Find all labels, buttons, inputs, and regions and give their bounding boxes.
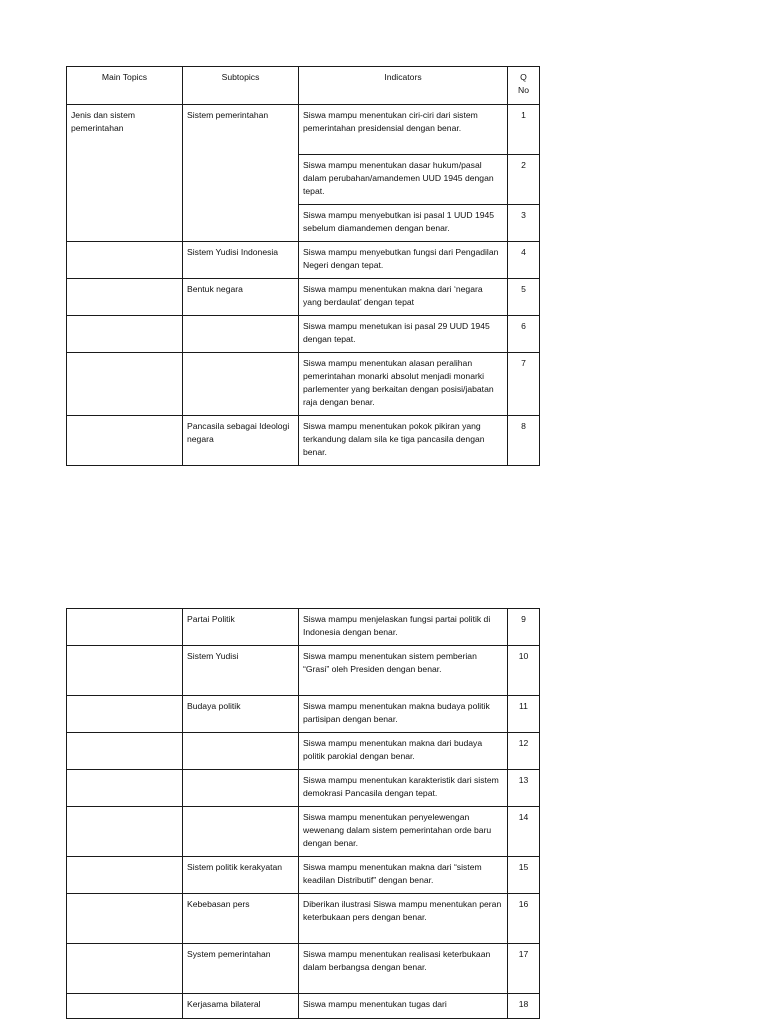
subtopic-cell	[183, 353, 299, 416]
indicator-cell: Siswa mampu menentukan dasar hukum/pasal dalam perubahan/amandemen UUD 1945 dengan tepat.	[299, 155, 508, 205]
subtopic-cell	[183, 807, 299, 857]
table-header-row	[67, 67, 540, 105]
subtopic-cell: Budaya politik	[183, 696, 299, 733]
table-row	[67, 807, 540, 857]
indicator-cell: Siswa mampu menentukan alasan peralihan pemerintahan monarki absolut menjadi monarki parlementer yang berkaitan dengan posisi/jabatan raja dengan benar.	[299, 353, 508, 416]
qno-cell: 7	[508, 353, 540, 416]
main-topic-cell	[67, 316, 183, 353]
table-row	[67, 105, 540, 155]
indicator-cell: Siswa mampu menentukan sistem pemberian “Grasi” oleh Presiden dengan benar.	[299, 646, 508, 696]
qno-cell: 18	[508, 994, 540, 1019]
subtopic-cell: Sistem politik kerakyatan	[183, 857, 299, 894]
table-row	[67, 242, 540, 279]
header-indicators: Indicators	[299, 67, 508, 105]
table-row	[67, 316, 540, 353]
main-topic-cell	[67, 646, 183, 696]
qno-cell: 2	[508, 155, 540, 205]
qno-cell: 6	[508, 316, 540, 353]
table-row	[67, 944, 540, 994]
indicator-cell: Siswa mampu menentukan penyelewengan wewenang dalam sistem pemerintahan orde baru dengan benar.	[299, 807, 508, 857]
indicator-cell: Siswa mampu menyebutkan isi pasal 1 UUD 1945 sebelum diamandemen dengan benar.	[299, 205, 508, 242]
qno-cell: 12	[508, 733, 540, 770]
indicator-cell: Siswa mampu menjelaskan fungsi partai politik di Indonesia dengan benar.	[299, 609, 508, 646]
subtopic-cell: Bentuk negara	[183, 279, 299, 316]
indicator-cell: Siswa mampu menentukan pokok pikiran yang terkandung dalam sila ke tiga pancasila dengan benar.	[299, 416, 508, 466]
qno-cell: 14	[508, 807, 540, 857]
main-topic-cell	[67, 353, 183, 416]
main-topic-cell: Jenis dan sistem pemerintahan	[67, 105, 183, 242]
table-row	[67, 646, 540, 696]
main-topic-cell	[67, 242, 183, 279]
indicator-cell: Siswa mampu menentukan makna dari ‘negara yang berdaulat’ dengan tepat	[299, 279, 508, 316]
table-row	[67, 733, 540, 770]
header-qno-line1: Q	[520, 72, 527, 82]
table-row	[67, 994, 540, 1019]
indicator-cell: Siswa mampu menentukan makna budaya politik partisipan dengan benar.	[299, 696, 508, 733]
main-topic-cell	[67, 894, 183, 944]
header-main-topics: Main Topics	[67, 67, 183, 105]
subtopic-cell: Sistem Yudisi	[183, 646, 299, 696]
qno-cell: 3	[508, 205, 540, 242]
indicator-cell: Diberikan ilustrasi Siswa mampu menentukan peran keterbukaan pers dengan benar.	[299, 894, 508, 944]
table-row	[67, 857, 540, 894]
qno-cell: 1	[508, 105, 540, 155]
table-row	[67, 609, 540, 646]
table-row	[67, 353, 540, 416]
indicator-cell: Siswa mampu menyebutkan fungsi dari Pengadilan Negeri dengan tepat.	[299, 242, 508, 279]
qno-cell: 5	[508, 279, 540, 316]
subtopic-cell: Sistem Yudisi Indonesia	[183, 242, 299, 279]
header-qno-line2: No	[518, 85, 529, 95]
subtopic-cell	[183, 733, 299, 770]
main-topic-cell	[67, 696, 183, 733]
main-topic-cell	[67, 609, 183, 646]
indicator-table-1	[66, 66, 540, 466]
subtopic-cell: Kerjasama bilateral	[183, 994, 299, 1019]
qno-cell: 15	[508, 857, 540, 894]
subtopic-cell: Pancasila sebagai Ideologi negara	[183, 416, 299, 466]
qno-cell: 9	[508, 609, 540, 646]
indicator-cell: Siswa mampu menentukan ciri-ciri dari sistem pemerintahan presidensial dengan benar.	[299, 105, 508, 155]
main-topic-cell	[67, 994, 183, 1019]
subtopic-cell	[183, 770, 299, 807]
header-qno	[508, 67, 540, 105]
qno-cell: 16	[508, 894, 540, 944]
indicator-table-2	[66, 608, 540, 1019]
qno-cell: 17	[508, 944, 540, 994]
table-row	[67, 416, 540, 466]
indicator-cell: Siswa mampu menentukan karakteristik dari sistem demokrasi Pancasila dengan tepat.	[299, 770, 508, 807]
table-row	[67, 894, 540, 944]
indicator-cell: Siswa mampu menetukan isi pasal 29 UUD 1945 dengan tepat.	[299, 316, 508, 353]
qno-cell: 10	[508, 646, 540, 696]
indicator-cell: Siswa mampu menentukan realisasi keterbukaan dalam berbangsa dengan benar.	[299, 944, 508, 994]
table-row	[67, 696, 540, 733]
qno-cell: 4	[508, 242, 540, 279]
qno-cell: 11	[508, 696, 540, 733]
table-row	[67, 279, 540, 316]
main-topic-cell	[67, 770, 183, 807]
qno-cell: 8	[508, 416, 540, 466]
main-topic-cell	[67, 807, 183, 857]
indicator-cell: Siswa mampu menentukan tugas dari	[299, 994, 508, 1019]
subtopic-cell: Kebebasan pers	[183, 894, 299, 944]
main-topic-cell	[67, 857, 183, 894]
subtopic-cell: Partai Politik	[183, 609, 299, 646]
qno-cell: 13	[508, 770, 540, 807]
main-topic-cell	[67, 944, 183, 994]
indicator-cell: Siswa mampu menentukan makna dari “sistem keadilan Distributif” dengan benar.	[299, 857, 508, 894]
subtopic-cell	[183, 316, 299, 353]
main-topic-cell	[67, 733, 183, 770]
indicator-cell: Siswa mampu menentukan makna dari budaya politik parokial dengan benar.	[299, 733, 508, 770]
table-row	[67, 770, 540, 807]
main-topic-cell	[67, 416, 183, 466]
subtopic-cell: System pemerintahan	[183, 944, 299, 994]
header-subtopics: Subtopics	[183, 67, 299, 105]
main-topic-cell	[67, 279, 183, 316]
subtopic-cell: Sistem pemerintahan	[183, 105, 299, 242]
